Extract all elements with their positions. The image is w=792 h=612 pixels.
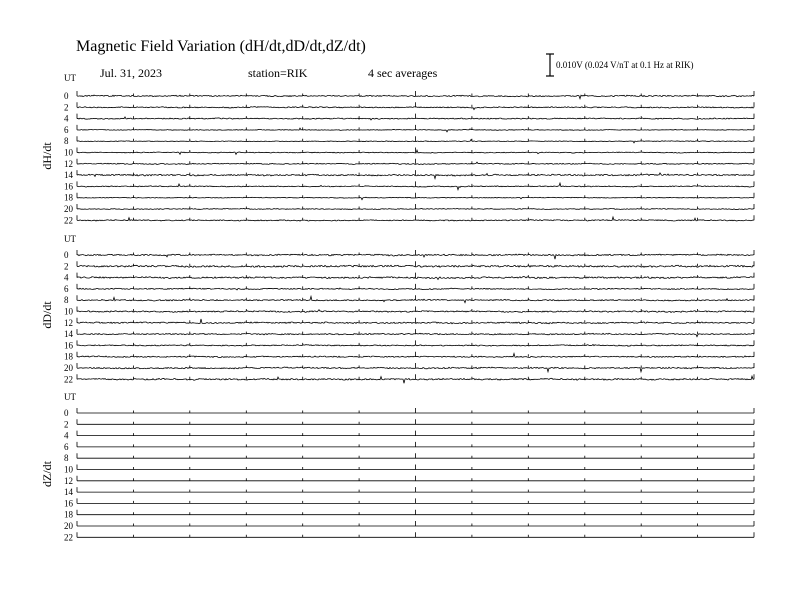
time-ticks: [77, 136, 754, 141]
time-ticks: [77, 125, 754, 130]
row-label: 20: [64, 521, 73, 531]
row-label: 22: [64, 532, 73, 543]
time-ticks: [77, 261, 754, 266]
time-ticks: [77, 318, 754, 323]
time-ticks: [77, 193, 754, 198]
row-label: 14: [64, 170, 73, 181]
ut-label: UT: [64, 392, 76, 402]
row-label: 12: [64, 158, 73, 169]
time-ticks: [77, 408, 754, 413]
averaging-label: 4 sec averages: [368, 66, 438, 80]
row-label: 14: [64, 329, 73, 340]
time-ticks: [77, 419, 754, 424]
time-ticks: [77, 91, 754, 96]
time-ticks: [77, 102, 754, 107]
time-ticks: [77, 498, 754, 503]
row-label: 18: [64, 509, 73, 520]
row-label: 4: [64, 430, 69, 441]
station-label: station=RIK: [248, 66, 308, 80]
row-label: 16: [64, 181, 73, 192]
row-label: 0: [64, 91, 69, 101]
panel-1: [40, 73, 754, 225]
time-ticks: [77, 307, 754, 312]
time-ticks: [77, 374, 754, 379]
time-ticks: [77, 510, 754, 515]
row-label: 0: [64, 408, 69, 418]
row-label: 22: [64, 374, 73, 385]
date-label: Jul. 31, 2023: [100, 66, 163, 80]
ut-label: UT: [64, 73, 76, 83]
time-ticks: [77, 329, 754, 334]
scale-bar: [546, 54, 554, 76]
row-label: 20: [64, 363, 73, 373]
row-label: 20: [64, 204, 73, 214]
time-ticks: [77, 465, 754, 470]
panel-name-label: dZ/dt: [40, 461, 54, 487]
time-ticks: [77, 273, 754, 278]
row-label: 12: [64, 475, 73, 486]
time-ticks: [77, 431, 754, 436]
row-label: 8: [64, 453, 69, 464]
time-ticks: [77, 476, 754, 481]
row-label: 8: [64, 295, 69, 306]
row-label: 2: [64, 261, 69, 272]
time-ticks: [77, 159, 754, 164]
chart-title: Magnetic Field Variation (dH/dt,dD/dt,dZ/dt): [76, 38, 366, 55]
time-ticks: [77, 487, 754, 492]
time-ticks: [77, 114, 754, 119]
row-label: 16: [64, 340, 73, 351]
row-label: 0: [64, 250, 69, 260]
time-ticks: [77, 340, 754, 345]
scale-bar-label: 0.010V (0.024 V/nT at 0.1 Hz at RIK): [556, 60, 694, 70]
time-ticks: [77, 215, 754, 220]
row-label: 4: [64, 272, 69, 283]
row-label: 18: [64, 192, 73, 203]
time-ticks: [77, 521, 754, 526]
panel-name-label: dH/dt: [40, 142, 54, 170]
row-label: 10: [64, 464, 73, 475]
row-label: 22: [64, 215, 73, 226]
row-label: 10: [64, 306, 73, 317]
row-label: 6: [64, 124, 69, 135]
panel-2: [40, 234, 754, 384]
row-label: 12: [64, 317, 73, 328]
row-label: 6: [64, 441, 69, 452]
row-label: 16: [64, 498, 73, 509]
panel-3: [40, 392, 754, 542]
panel-name-label: dD/dt: [40, 301, 54, 329]
time-ticks: [77, 148, 754, 153]
time-ticks: [77, 284, 754, 289]
row-label: 18: [64, 351, 73, 362]
row-label: 14: [64, 487, 73, 498]
time-ticks: [77, 532, 754, 537]
row-label: 10: [64, 147, 73, 158]
time-ticks: [77, 352, 754, 357]
time-ticks: [77, 453, 754, 458]
time-ticks: [77, 204, 754, 209]
time-ticks: [77, 295, 754, 300]
ut-label: UT: [64, 234, 76, 244]
row-label: 2: [64, 102, 69, 113]
row-label: 2: [64, 419, 69, 430]
row-label: 6: [64, 283, 69, 294]
time-ticks: [77, 442, 754, 447]
row-label: 4: [64, 113, 69, 124]
time-ticks: [77, 363, 754, 368]
row-label: 8: [64, 136, 69, 147]
